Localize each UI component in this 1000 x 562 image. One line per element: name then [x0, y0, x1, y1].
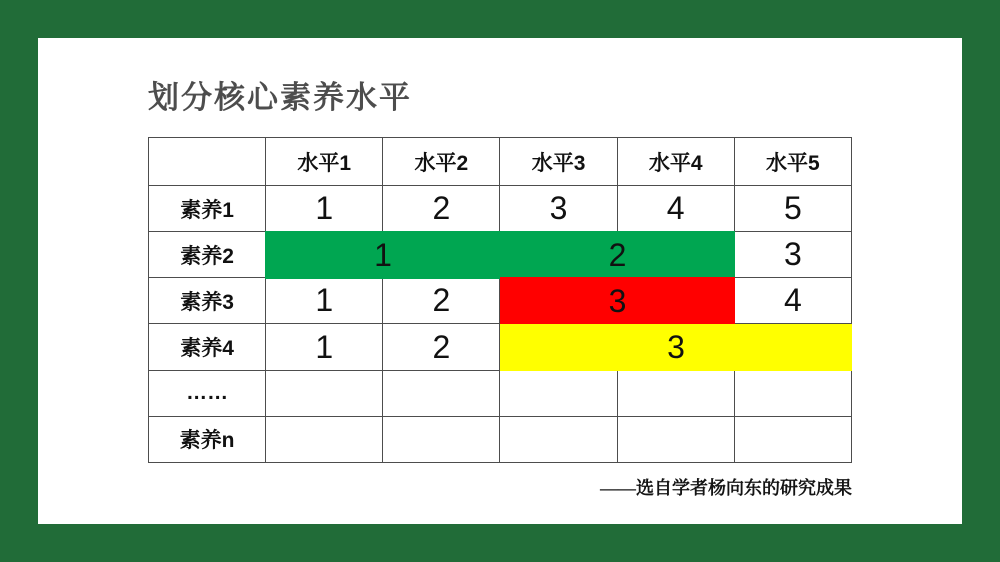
- table-cell: 1: [266, 186, 383, 232]
- row-label: 素养4: [149, 324, 266, 370]
- row-label: 素养n: [149, 416, 266, 462]
- table-cell: 2: [383, 278, 500, 324]
- row-label: 素养1: [149, 186, 266, 232]
- table-header-row: [149, 138, 852, 186]
- table-cell: [734, 370, 851, 416]
- table-cell: 2: [383, 324, 500, 370]
- table-cell: 3: [500, 186, 617, 232]
- slide-canvas: [38, 38, 962, 524]
- table-row-suyang1: [149, 186, 852, 232]
- column-header-level5: 水平5: [734, 138, 851, 186]
- levels-table-container: [148, 137, 852, 463]
- table-cell: 5: [734, 186, 851, 232]
- table-cell: [266, 416, 383, 462]
- corner-cell: [149, 138, 266, 186]
- table-row-ellipsis: [149, 370, 852, 416]
- table-cell: [266, 370, 383, 416]
- column-header-level4: 水平4: [617, 138, 734, 186]
- column-header-level3: 水平3: [500, 138, 617, 186]
- row-label: 素养3: [149, 278, 266, 324]
- merged-cell-green-2: 2: [500, 231, 735, 279]
- table-cell: 4: [734, 278, 851, 324]
- table-cell: 4: [617, 186, 734, 232]
- source-attribution: ——选自学者杨向东的研究成果: [600, 478, 852, 498]
- table-cell: 3: [734, 232, 851, 278]
- table-cell: [734, 416, 851, 462]
- column-header-level1: 水平1: [266, 138, 383, 186]
- table-cell: [383, 370, 500, 416]
- table-cell: 2: [383, 186, 500, 232]
- merged-cell-red: 3: [500, 277, 735, 325]
- table-cell: [617, 416, 734, 462]
- merged-cell-yellow: 3: [500, 324, 852, 371]
- merged-cell-green-1: 1: [265, 231, 501, 279]
- column-header-level2: 水平2: [383, 138, 500, 186]
- table-cell: [500, 416, 617, 462]
- page-title: 划分核心素养水平: [148, 80, 412, 115]
- row-label: 素养2: [149, 232, 266, 278]
- table-cell: 1: [266, 278, 383, 324]
- table-cell: [617, 370, 734, 416]
- row-label: ……: [149, 370, 266, 416]
- table-cell: [500, 370, 617, 416]
- table-cell: [383, 416, 500, 462]
- table-cell: 1: [266, 324, 383, 370]
- table-row-suyangn: [149, 416, 852, 462]
